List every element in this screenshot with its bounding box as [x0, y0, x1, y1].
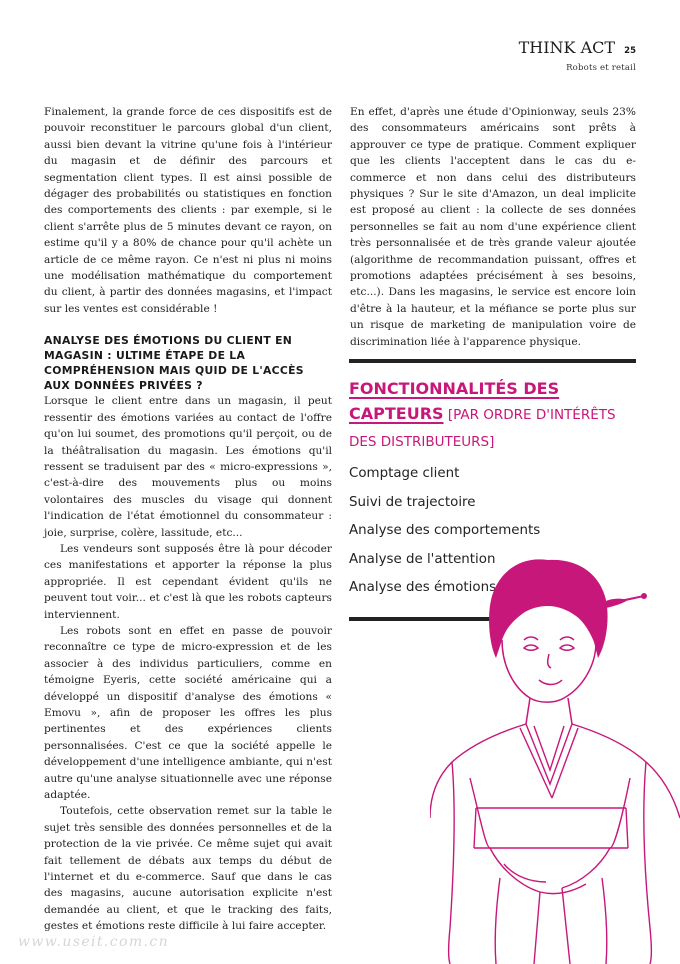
- woman-illustration: [430, 548, 680, 964]
- paragraph-3: Les robots sont en effet en passe de pouvoir reconnaître ce type de micro-expression et de les associer à des individus particuliers, comme en témoigne Eyeris, cette société américaine qui a développé un dispositif d'analyse des émotions « Emovu », afin de proposer les offres les plus pertinentes et des expériences clients personnalisées. C'est ce que la société appelle le développement d'une intelligence ambiante, qui n'est autre qu'une analyse situationnelle avec une réponse adaptée.: [44, 624, 332, 802]
- page-number: 25: [624, 46, 636, 56]
- hair-shape: [489, 559, 628, 658]
- features-title: [349, 376, 649, 455]
- section-heading: ANALYSE DES ÉMOTIONS DU CLIENT EN MAGASIN : ULTIME ÉTAPE DE LA COMPRÉHENSION MAIS QUID DE L'ACCÈS AUX DONNÉES PRIVÉES ?: [44, 334, 304, 393]
- intro-paragraph: Finalement, la grande force de ces dispositifs est de pouvoir reconstituer le parcours global d'un client, aussi bien devant la vitrine qu'une fois à l'intérieur du magasin et de définir des parcours et segmentation client types. Il est ainsi possible de dégager des probabilités ou statistiques en fonction des comportements des clients : par exemple, si le client s'arrête plus de 5 minutes devant ce rayon, on estime qu'il y a 80% de chance pour qu'il achète un article de ce même rayon. Ce n'est ni plus ni moins une modélisation mathématique du comportement du client, à partir des données magasins, et l'impact sur les ventes est considérable !: [44, 106, 332, 315]
- feature-item: Analyse des émotions: [349, 580, 497, 596]
- paragraph-2: Les vendeurs sont supposés être là pour décoder ces manifestations et apporter la réponse la plus appropriée. Il est cependant évident qu'ils ne peuvent tout voir... et c'est là que les robots capteurs interviennent.: [44, 542, 332, 621]
- left-column: [44, 104, 332, 935]
- features-title-light-1: [PAR ORDRE D'INTÉRÊTS: [443, 407, 616, 423]
- hair-ornament-icon: [606, 593, 647, 604]
- features-title-strong-2: CAPTEURS: [349, 404, 444, 423]
- right-column: [350, 104, 636, 350]
- paragraph-1: Lorsque le client entre dans un magasin, il peut ressentir des émotions variées au contact de l'offre qu'on lui soumet, des promotions qu'il perçoit, ou de la théâtralisation du magasin. Les émotions qu'il ressent se traduisent par des « micro-expressions », c'est-à-dire des mouvements plus ou moins volontaires des muscles du visage qui donnent l'indication de l'état émotionnel du consommateur : joie, surprise, colère, lassitude, etc...: [44, 395, 332, 539]
- section-subtitle: Robots et retail: [566, 63, 636, 73]
- box-top-rule: [349, 359, 636, 363]
- feature-item: Analyse des comportements: [349, 523, 541, 539]
- kimono-outline: [430, 724, 680, 964]
- feature-item: Analyse de l'attention: [349, 551, 496, 567]
- right-paragraph: En effet, d'après une étude d'Opinionway, seuls 23% des consommateurs américains sont prêts à approuver ce type de pratique. Comment expliquer que les clients l'acceptent dans le cas du e-commerce et non dans celui des distributeurs physiques ? Sur le site d'Amazon, un deal implicite est proposé au client : la collecte de ses données personnelles se fait au nom d'une expérience client très personnalisée et de très grande valeur ajoutée (algorithme de recommandation puissant, offres et promotions adaptées précisément à ses besoins, etc...). Dans les magasins, le service est encore loin d'être à la hauteur, et la méfiance se porte plus sur un risque de marketing de manipulation voire de discrimination liée à l'apparence physique.: [350, 106, 636, 348]
- brand-label: THINK ACT: [518, 38, 616, 57]
- watermark-text: www.useit.com.cn: [18, 934, 170, 950]
- page-header: [519, 38, 636, 73]
- feature-item: Suivi de trajectoire: [349, 494, 476, 510]
- face-outline: [502, 637, 596, 724]
- features-title-strong-1: FONCTIONNALITÉS DES: [349, 379, 560, 398]
- feature-item: Comptage client: [349, 466, 460, 481]
- paragraph-4: Toutefois, cette observation remet sur la table le sujet très sensible des données personnelles et de la protection de la vie privée. Ce même sujet qui avait fait tellement de débats aux temps du début de l'internet et du e-commerce. Sauf que dans le cas des magasins, aucune autorisation explicite n'est demandée au client, et que le tracking des faits, gestes et émotions reste difficile à lui faire accepter.: [44, 805, 332, 933]
- features-title-light-2: DES DISTRIBUTEURS]: [349, 434, 495, 450]
